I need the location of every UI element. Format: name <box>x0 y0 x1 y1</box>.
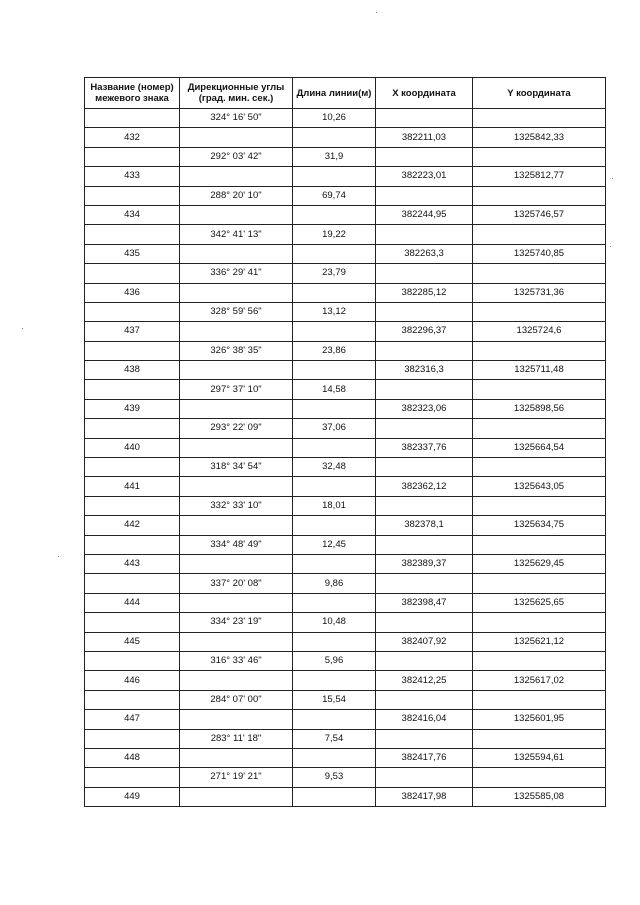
length-cell: 9,86 <box>293 574 376 593</box>
angle-cell: 284° 07' 00" <box>180 690 293 709</box>
point-row <box>85 477 606 496</box>
name-cell-empty <box>85 458 180 477</box>
point-row <box>85 167 606 186</box>
point-name: 439 <box>85 399 180 418</box>
length-cell: 31,9 <box>293 147 376 166</box>
point-name: 432 <box>85 128 180 147</box>
angle-cell: 318° 34' 54" <box>180 458 293 477</box>
segment-row <box>85 651 606 670</box>
length-cell-empty <box>293 167 376 186</box>
x-coordinate: 382417,76 <box>376 748 473 767</box>
x-cell-empty <box>376 186 473 205</box>
length-cell-empty <box>293 593 376 612</box>
y-coordinate: 1325621,12 <box>473 632 606 651</box>
angle-cell: 328° 59' 56" <box>180 302 293 321</box>
x-cell-empty <box>376 690 473 709</box>
boundary-table <box>84 77 606 807</box>
angle-cell: 292° 03' 42" <box>180 147 293 166</box>
angle-cell: 297° 37' 10" <box>180 380 293 399</box>
y-coordinate: 1325634,75 <box>473 516 606 535</box>
angle-cell-empty <box>180 516 293 535</box>
x-cell-empty <box>376 613 473 632</box>
scan-speck <box>612 178 613 179</box>
x-cell-empty <box>376 109 473 128</box>
name-cell-empty <box>85 147 180 166</box>
point-row <box>85 322 606 341</box>
segment-row <box>85 109 606 128</box>
point-name: 448 <box>85 748 180 767</box>
x-cell-empty <box>376 380 473 399</box>
y-coordinate: 1325812,77 <box>473 167 606 186</box>
length-cell-empty <box>293 748 376 767</box>
segment-row <box>85 535 606 554</box>
length-cell: 14,58 <box>293 380 376 399</box>
x-coordinate: 382407,92 <box>376 632 473 651</box>
scan-speck <box>58 556 59 557</box>
length-cell: 37,06 <box>293 419 376 438</box>
y-coordinate: 1325724,6 <box>473 322 606 341</box>
name-cell-empty <box>85 302 180 321</box>
x-coordinate: 382337,76 <box>376 438 473 457</box>
y-coordinate: 1325601,95 <box>473 710 606 729</box>
point-row <box>85 787 606 806</box>
y-coordinate: 1325731,36 <box>473 283 606 302</box>
header-angles: Дирекционные углы (град. мин. сек.) <box>180 78 293 109</box>
y-cell-empty <box>473 109 606 128</box>
name-cell-empty <box>85 380 180 399</box>
angle-cell-empty <box>180 322 293 341</box>
angle-cell: 271° 19' 21" <box>180 768 293 787</box>
name-cell-empty <box>85 535 180 554</box>
y-cell-empty <box>473 458 606 477</box>
length-cell-empty <box>293 438 376 457</box>
segment-row <box>85 225 606 244</box>
point-row <box>85 361 606 380</box>
point-row <box>85 283 606 302</box>
header-length: Длина линии(м) <box>293 78 376 109</box>
y-cell-empty <box>473 535 606 554</box>
length-cell: 23,86 <box>293 341 376 360</box>
point-name: 444 <box>85 593 180 612</box>
header-x: X координата <box>376 78 473 109</box>
angle-cell: 342° 41' 13" <box>180 225 293 244</box>
length-cell-empty <box>293 322 376 341</box>
segment-row <box>85 496 606 515</box>
segment-row <box>85 341 606 360</box>
name-cell-empty <box>85 768 180 787</box>
length-cell: 10,26 <box>293 109 376 128</box>
name-cell-empty <box>85 651 180 670</box>
x-cell-empty <box>376 419 473 438</box>
scan-speck <box>376 12 377 13</box>
length-cell-empty <box>293 710 376 729</box>
angle-cell-empty <box>180 128 293 147</box>
name-cell-empty <box>85 264 180 283</box>
segment-row <box>85 147 606 166</box>
header-name: Название (номер) межевого знака <box>85 78 180 109</box>
point-name: 436 <box>85 283 180 302</box>
length-cell: 15,54 <box>293 690 376 709</box>
y-coordinate: 1325629,45 <box>473 554 606 573</box>
point-row <box>85 748 606 767</box>
length-cell: 13,12 <box>293 302 376 321</box>
y-cell-empty <box>473 341 606 360</box>
point-name: 435 <box>85 244 180 263</box>
x-cell-empty <box>376 768 473 787</box>
length-cell-empty <box>293 205 376 224</box>
x-cell-empty <box>376 302 473 321</box>
name-cell-empty <box>85 729 180 748</box>
length-cell-empty <box>293 671 376 690</box>
segment-row <box>85 380 606 399</box>
angle-cell-empty <box>180 361 293 380</box>
length-cell-empty <box>293 554 376 573</box>
length-cell-empty <box>293 516 376 535</box>
length-cell-empty <box>293 244 376 263</box>
y-cell-empty <box>473 496 606 515</box>
length-cell: 10,48 <box>293 613 376 632</box>
length-cell: 5,96 <box>293 651 376 670</box>
y-cell-empty <box>473 690 606 709</box>
x-cell-empty <box>376 496 473 515</box>
segment-row <box>85 729 606 748</box>
point-row <box>85 710 606 729</box>
y-coordinate: 1325740,85 <box>473 244 606 263</box>
point-name: 445 <box>85 632 180 651</box>
segment-row <box>85 574 606 593</box>
angle-cell: 337° 20' 08" <box>180 574 293 593</box>
angle-cell: 332° 33' 10" <box>180 496 293 515</box>
segment-row <box>85 768 606 787</box>
angle-cell-empty <box>180 748 293 767</box>
point-row <box>85 593 606 612</box>
segment-row <box>85 264 606 283</box>
length-cell-empty <box>293 632 376 651</box>
point-row <box>85 128 606 147</box>
name-cell-empty <box>85 496 180 515</box>
x-coordinate: 382416,04 <box>376 710 473 729</box>
x-cell-empty <box>376 264 473 283</box>
segment-row <box>85 302 606 321</box>
x-coordinate: 382316,3 <box>376 361 473 380</box>
y-cell-empty <box>473 768 606 787</box>
angle-cell-empty <box>180 554 293 573</box>
length-cell-empty <box>293 361 376 380</box>
point-name: 440 <box>85 438 180 457</box>
x-coordinate: 382244,95 <box>376 205 473 224</box>
x-coordinate: 382389,37 <box>376 554 473 573</box>
x-coordinate: 382378,1 <box>376 516 473 535</box>
y-cell-empty <box>473 225 606 244</box>
point-name: 446 <box>85 671 180 690</box>
point-row <box>85 205 606 224</box>
angle-cell: 326° 38' 35" <box>180 341 293 360</box>
x-coordinate: 382296,37 <box>376 322 473 341</box>
name-cell-empty <box>85 574 180 593</box>
angle-cell-empty <box>180 632 293 651</box>
y-cell-empty <box>473 302 606 321</box>
y-cell-empty <box>473 380 606 399</box>
y-cell-empty <box>473 186 606 205</box>
y-cell-empty <box>473 729 606 748</box>
angle-cell-empty <box>180 399 293 418</box>
point-name: 447 <box>85 710 180 729</box>
x-coordinate: 382285,12 <box>376 283 473 302</box>
length-cell: 9,53 <box>293 768 376 787</box>
point-name: 443 <box>85 554 180 573</box>
y-coordinate: 1325711,48 <box>473 361 606 380</box>
angle-cell-empty <box>180 167 293 186</box>
angle-cell-empty <box>180 710 293 729</box>
angle-cell: 336° 29' 41" <box>180 264 293 283</box>
header-row <box>85 78 606 109</box>
y-coordinate: 1325585,08 <box>473 787 606 806</box>
x-coordinate: 382323,06 <box>376 399 473 418</box>
y-coordinate: 1325594,61 <box>473 748 606 767</box>
y-coordinate: 1325842,33 <box>473 128 606 147</box>
point-name: 437 <box>85 322 180 341</box>
name-cell-empty <box>85 225 180 244</box>
length-cell: 12,45 <box>293 535 376 554</box>
point-name: 442 <box>85 516 180 535</box>
point-row <box>85 554 606 573</box>
scan-speck <box>22 328 23 329</box>
y-cell-empty <box>473 613 606 632</box>
x-cell-empty <box>376 341 473 360</box>
length-cell-empty <box>293 787 376 806</box>
y-coordinate: 1325898,56 <box>473 399 606 418</box>
length-cell: 18,01 <box>293 496 376 515</box>
x-coordinate: 382412,25 <box>376 671 473 690</box>
y-cell-empty <box>473 147 606 166</box>
y-coordinate: 1325664,54 <box>473 438 606 457</box>
x-cell-empty <box>376 458 473 477</box>
angle-cell-empty <box>180 205 293 224</box>
x-coordinate: 382211,03 <box>376 128 473 147</box>
point-row <box>85 671 606 690</box>
length-cell: 7,54 <box>293 729 376 748</box>
x-coordinate: 382263,3 <box>376 244 473 263</box>
x-cell-empty <box>376 574 473 593</box>
length-cell-empty <box>293 128 376 147</box>
angle-cell: 283° 11' 18" <box>180 729 293 748</box>
name-cell-empty <box>85 419 180 438</box>
y-cell-empty <box>473 574 606 593</box>
x-coordinate: 382417,98 <box>376 787 473 806</box>
name-cell-empty <box>85 690 180 709</box>
x-cell-empty <box>376 651 473 670</box>
point-row <box>85 244 606 263</box>
y-coordinate: 1325746,57 <box>473 205 606 224</box>
angle-cell-empty <box>180 671 293 690</box>
angle-cell: 334° 48' 49" <box>180 535 293 554</box>
point-row <box>85 632 606 651</box>
header-y: Y координата <box>473 78 606 109</box>
segment-row <box>85 458 606 477</box>
x-cell-empty <box>376 147 473 166</box>
name-cell-empty <box>85 341 180 360</box>
y-cell-empty <box>473 651 606 670</box>
segment-row <box>85 419 606 438</box>
length-cell-empty <box>293 399 376 418</box>
angle-cell: 293° 22' 09" <box>180 419 293 438</box>
angle-cell: 324° 16' 50" <box>180 109 293 128</box>
angle-cell-empty <box>180 438 293 457</box>
length-cell-empty <box>293 283 376 302</box>
x-cell-empty <box>376 225 473 244</box>
y-coordinate: 1325643,05 <box>473 477 606 496</box>
point-name: 434 <box>85 205 180 224</box>
x-coordinate: 382362,12 <box>376 477 473 496</box>
name-cell-empty <box>85 109 180 128</box>
angle-cell-empty <box>180 283 293 302</box>
x-coordinate: 382223,01 <box>376 167 473 186</box>
y-cell-empty <box>473 264 606 283</box>
point-row <box>85 438 606 457</box>
y-coordinate: 1325617,02 <box>473 671 606 690</box>
table-body <box>85 109 606 807</box>
angle-cell-empty <box>180 477 293 496</box>
name-cell-empty <box>85 186 180 205</box>
y-cell-empty <box>473 419 606 438</box>
angle-cell-empty <box>180 787 293 806</box>
x-cell-empty <box>376 729 473 748</box>
point-row <box>85 399 606 418</box>
name-cell-empty <box>85 613 180 632</box>
angle-cell-empty <box>180 244 293 263</box>
length-cell: 32,48 <box>293 458 376 477</box>
angle-cell: 316° 33' 46" <box>180 651 293 670</box>
point-row <box>85 516 606 535</box>
length-cell-empty <box>293 477 376 496</box>
angle-cell-empty <box>180 593 293 612</box>
angle-cell: 288° 20' 10" <box>180 186 293 205</box>
length-cell: 69,74 <box>293 186 376 205</box>
point-name: 433 <box>85 167 180 186</box>
length-cell: 23,79 <box>293 264 376 283</box>
scan-speck <box>610 246 611 247</box>
x-cell-empty <box>376 535 473 554</box>
y-coordinate: 1325625,65 <box>473 593 606 612</box>
point-name: 449 <box>85 787 180 806</box>
segment-row <box>85 690 606 709</box>
point-name: 438 <box>85 361 180 380</box>
segment-row <box>85 613 606 632</box>
segment-row <box>85 186 606 205</box>
x-coordinate: 382398,47 <box>376 593 473 612</box>
angle-cell: 334° 23' 19" <box>180 613 293 632</box>
point-name: 441 <box>85 477 180 496</box>
length-cell: 19,22 <box>293 225 376 244</box>
